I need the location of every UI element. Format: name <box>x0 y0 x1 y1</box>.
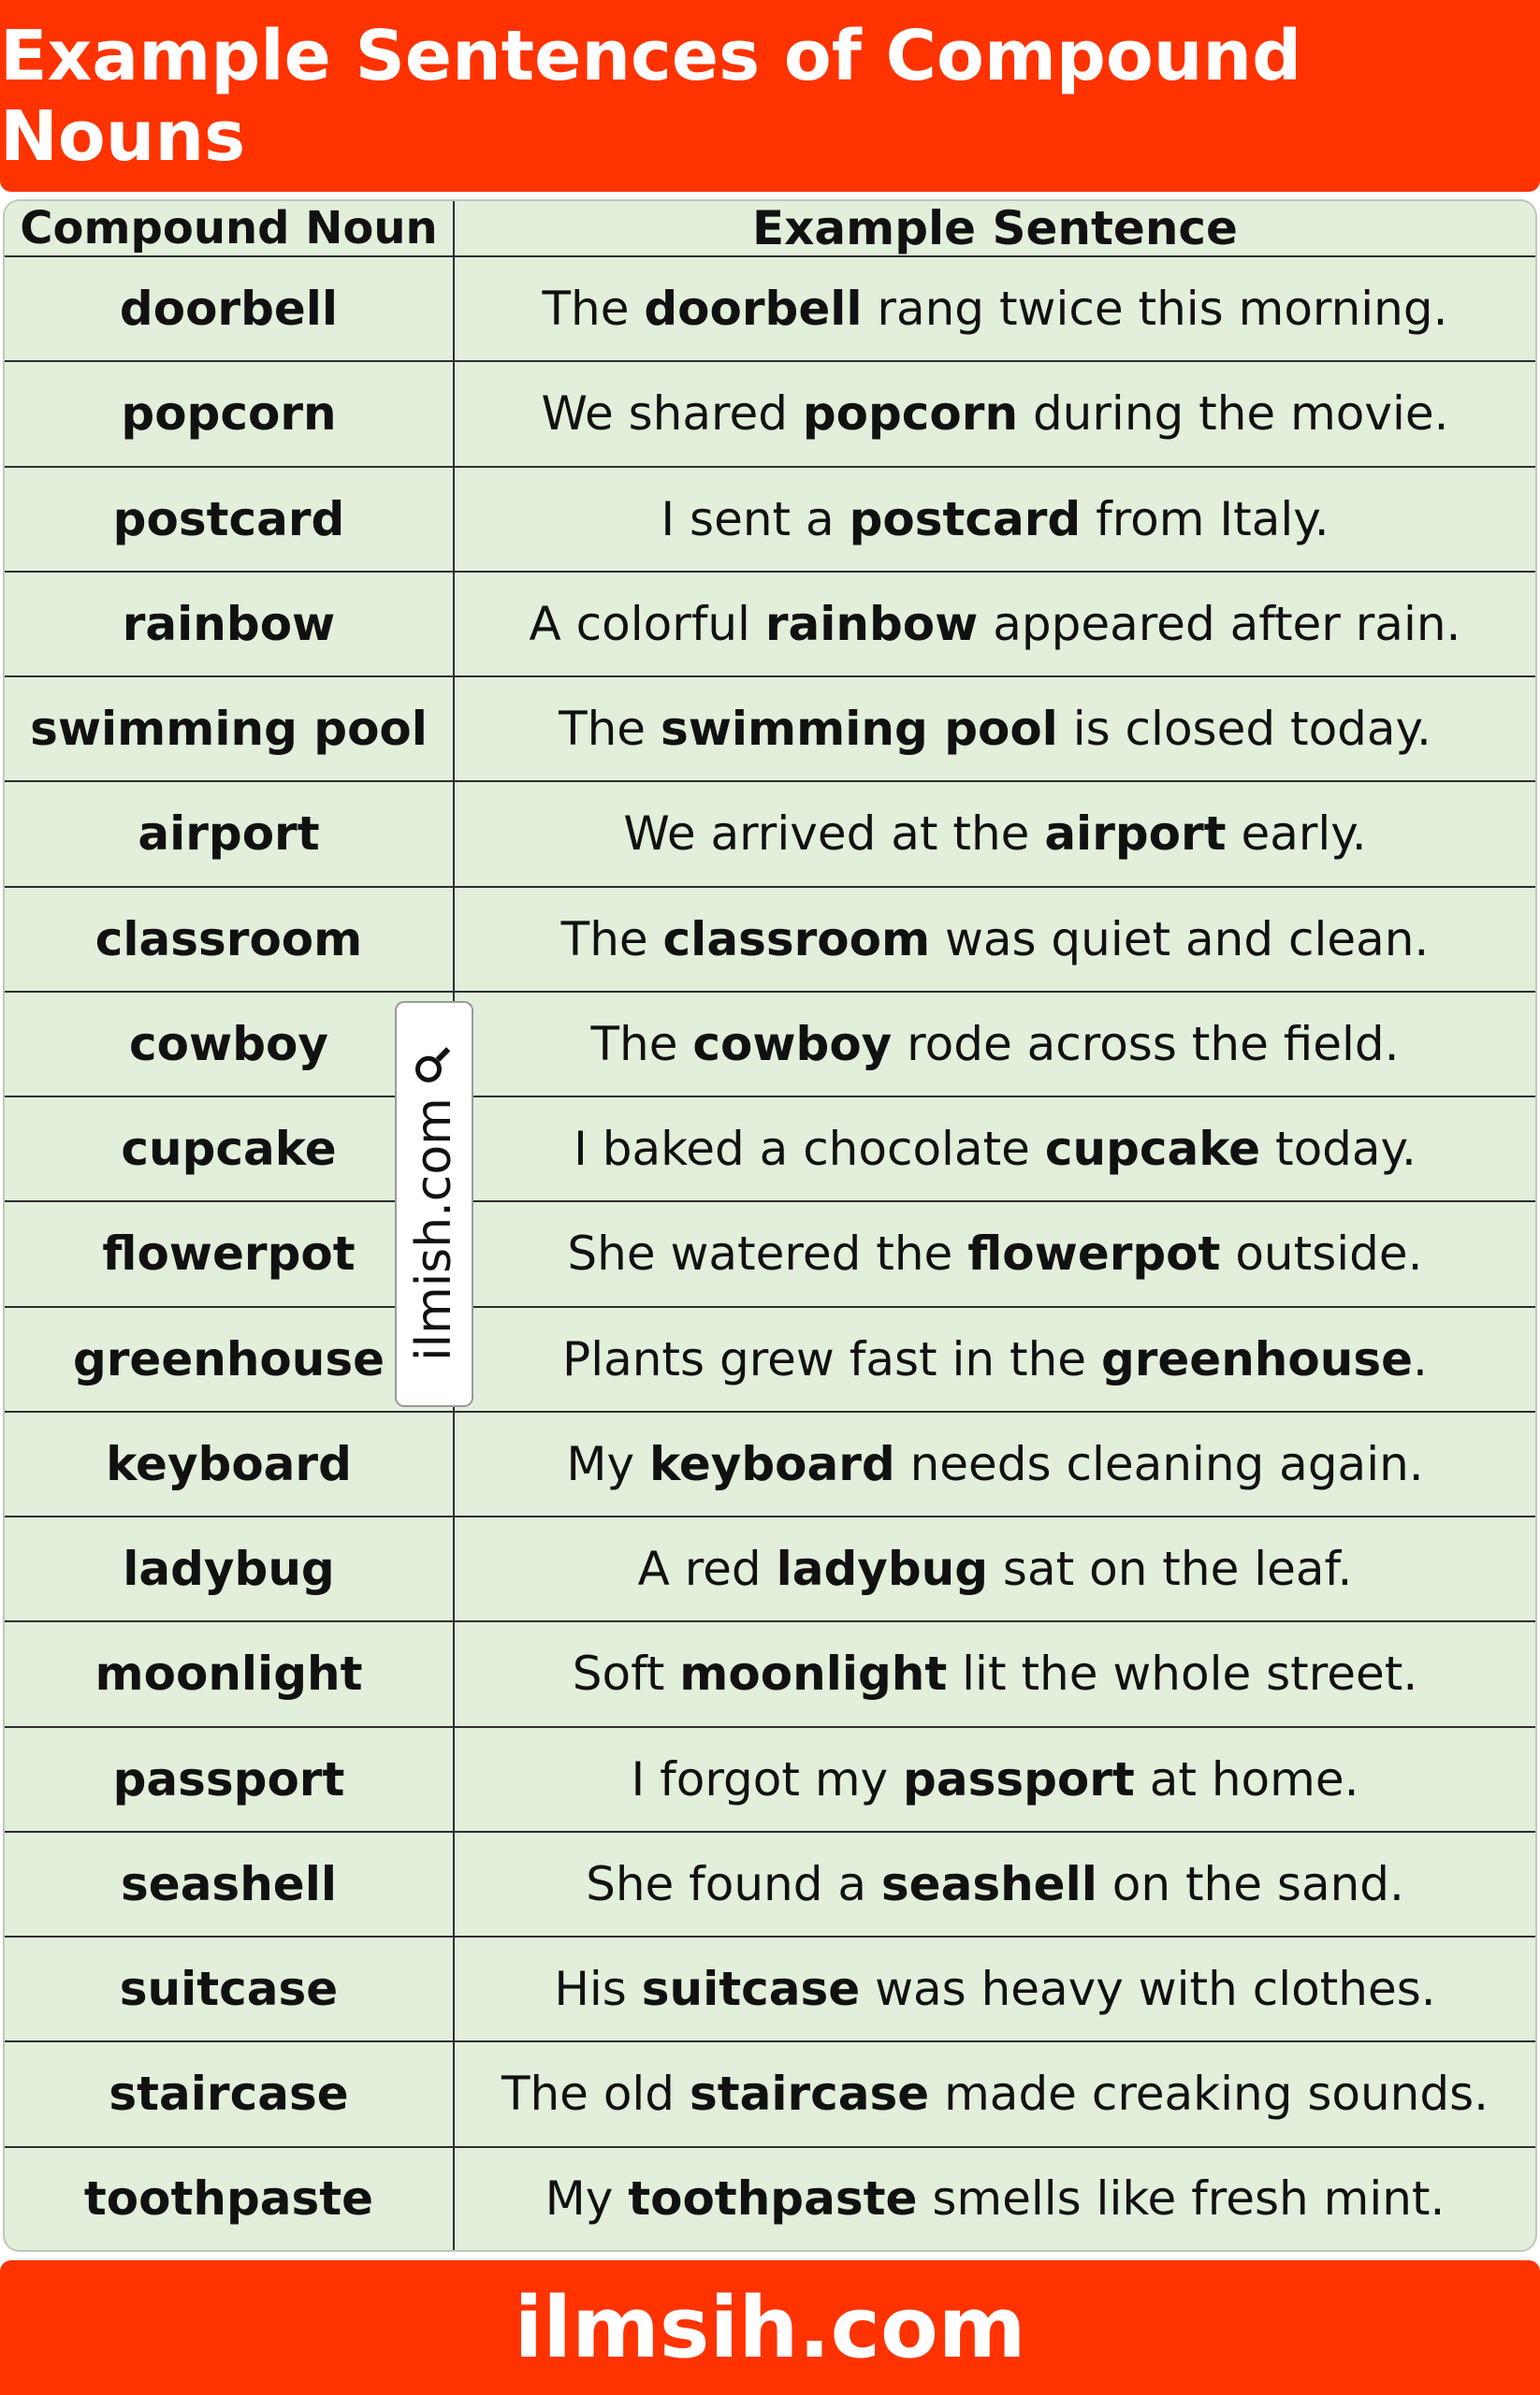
compound-noun-cell: suitcase <box>5 1937 454 2041</box>
sentence-text-before: His <box>554 1962 642 2017</box>
sentence-highlighted-noun: rainbow <box>764 596 979 651</box>
sentence-highlighted-noun: toothpaste <box>628 2171 918 2227</box>
sentence-highlighted-noun: moonlight <box>679 1647 948 1702</box>
sentence-text-before: I baked a chocolate <box>574 1122 1045 1177</box>
compound-nouns-table <box>5 201 1535 2250</box>
table-header-row <box>5 201 1535 256</box>
sentence-text-after: early. <box>1226 806 1367 862</box>
sentence-highlighted-noun: ladybug <box>776 1542 989 1597</box>
sentence-text-after: at home. <box>1134 1751 1359 1807</box>
sentence-text-before: Soft <box>572 1647 680 1702</box>
sentence-text-after: . <box>1413 1331 1428 1386</box>
sentence-highlighted-noun: postcard <box>849 491 1082 546</box>
column-header-example-sentence: Example Sentence <box>454 201 1535 256</box>
example-sentence-cell <box>454 467 1535 572</box>
table-row <box>5 781 1535 886</box>
example-sentence-cell <box>454 1727 1535 1832</box>
sentence-text-after: smells like fresh mint. <box>917 2171 1446 2227</box>
table-row <box>5 1832 1535 1937</box>
table-row <box>5 1307 1535 1412</box>
sentence-text-after: today. <box>1260 1122 1417 1177</box>
sentence-highlighted-noun: swimming pool <box>660 702 1058 757</box>
compound-noun-cell: ladybug <box>5 1517 454 1621</box>
compound-nouns-table-container <box>3 199 1537 2252</box>
table-row <box>5 676 1535 781</box>
example-sentence-cell <box>454 1201 1535 1306</box>
table-row <box>5 572 1535 676</box>
sentence-text-after: is closed today. <box>1057 702 1431 757</box>
example-sentence-cell <box>454 781 1535 886</box>
example-sentence-cell <box>454 1621 1535 1726</box>
table-row <box>5 1201 1535 1306</box>
footer-banner <box>0 2260 1540 2395</box>
table-row <box>5 887 1535 992</box>
table-row <box>5 2147 1535 2251</box>
table-row <box>5 1412 1535 1517</box>
sentence-text-before: A red <box>637 1542 777 1597</box>
search-icon <box>414 1047 455 1084</box>
example-sentence-cell <box>454 676 1535 781</box>
sentence-highlighted-noun: greenhouse <box>1100 1331 1414 1386</box>
sentence-highlighted-noun: cowboy <box>692 1016 893 1071</box>
compound-noun-cell: cupcake <box>5 1096 454 1201</box>
example-sentence-cell <box>454 361 1535 466</box>
sentence-text-after: made creaking sounds. <box>929 2067 1489 2122</box>
compound-noun-cell: moonlight <box>5 1621 454 1726</box>
sentence-highlighted-noun: cupcake <box>1044 1122 1261 1177</box>
sentence-text-before: The <box>559 702 661 757</box>
example-sentence-cell <box>454 572 1535 676</box>
sentence-text-before: We shared <box>541 386 803 442</box>
watermark <box>395 1001 473 1407</box>
example-sentence-cell <box>454 2041 1535 2146</box>
sentence-text-after: was heavy with clothes. <box>860 1962 1436 2017</box>
page-title: Example Sentences of Compound Nouns <box>0 15 1302 177</box>
compound-noun-cell: toothpaste <box>5 2147 454 2251</box>
sentence-text-before: The <box>542 282 645 337</box>
sentence-text-before: The <box>560 911 663 966</box>
example-sentence-cell <box>454 1832 1535 1937</box>
example-sentence-cell <box>454 2147 1535 2251</box>
compound-noun-cell: staircase <box>5 2041 454 2146</box>
table-row <box>5 1727 1535 1832</box>
example-sentence-cell <box>454 1517 1535 1621</box>
table-row <box>5 467 1535 572</box>
sentence-text-before: A colorful <box>529 596 765 651</box>
sentence-text-after: on the sand. <box>1097 1856 1404 1911</box>
sentence-highlighted-noun: classroom <box>662 911 931 966</box>
compound-noun-cell: greenhouse <box>5 1307 454 1412</box>
sentence-text-before: We arrived at the <box>623 806 1045 862</box>
sentence-highlighted-noun: seashell <box>880 1856 1097 1911</box>
compound-noun-cell: keyboard <box>5 1412 454 1517</box>
sentence-highlighted-noun: staircase <box>689 2067 930 2122</box>
compound-noun-cell: passport <box>5 1727 454 1832</box>
compound-noun-cell: swimming pool <box>5 676 454 781</box>
example-sentence-cell <box>454 1307 1535 1412</box>
example-sentence-cell <box>454 1412 1535 1517</box>
sentence-text-after: during the movie. <box>1018 386 1449 442</box>
example-sentence-cell <box>454 256 1535 361</box>
footer-site-name: ilmsih.com <box>514 2278 1026 2377</box>
sentence-text-after: from Italy. <box>1081 491 1329 546</box>
sentence-highlighted-noun: popcorn <box>802 386 1019 442</box>
compound-noun-cell: doorbell <box>5 256 454 361</box>
table-row <box>5 361 1535 466</box>
table-row <box>5 1517 1535 1621</box>
sentence-text-after: sat on the leaf. <box>988 1542 1353 1597</box>
sentence-text-before: My <box>566 1436 649 1491</box>
sentence-highlighted-noun: flowerpot <box>967 1227 1221 1282</box>
table-row <box>5 1621 1535 1726</box>
compound-noun-cell: postcard <box>5 467 454 572</box>
table-row <box>5 992 1535 1096</box>
compound-noun-cell: rainbow <box>5 572 454 676</box>
sentence-text-before: I forgot my <box>631 1751 904 1807</box>
compound-noun-cell: airport <box>5 781 454 886</box>
sentence-text-before: I sent a <box>661 491 850 546</box>
table-row <box>5 256 1535 361</box>
example-sentence-cell <box>454 1937 1535 2041</box>
compound-noun-cell: flowerpot <box>5 1201 454 1306</box>
sentence-text-after: was quiet and clean. <box>930 911 1430 966</box>
column-header-compound-noun: Compound Noun <box>5 201 454 256</box>
sentence-text-before: The <box>590 1016 693 1071</box>
table-row <box>5 2041 1535 2146</box>
sentence-text-after: appeared after rain. <box>978 596 1461 651</box>
sentence-text-after: outside. <box>1220 1227 1423 1282</box>
sentence-text-before: My <box>545 2171 629 2227</box>
sentence-highlighted-noun: passport <box>903 1751 1135 1807</box>
example-sentence-cell <box>454 1096 1535 1201</box>
sentence-text-before: She found a <box>586 1856 881 1911</box>
compound-noun-cell: cowboy <box>5 992 454 1096</box>
sentence-highlighted-noun: suitcase <box>641 1962 861 2017</box>
sentence-text-after: needs cleaning again. <box>894 1436 1424 1491</box>
sentence-highlighted-noun: airport <box>1044 806 1227 862</box>
sentence-highlighted-noun: keyboard <box>648 1436 895 1491</box>
example-sentence-cell <box>454 992 1535 1096</box>
title-banner <box>0 0 1540 192</box>
watermark-text: ilmish.com <box>406 1097 462 1361</box>
table-row <box>5 1096 1535 1201</box>
sentence-text-after: lit the whole street. <box>947 1647 1418 1702</box>
compound-noun-cell: classroom <box>5 887 454 992</box>
sentence-text-before: She watered the <box>567 1227 968 1282</box>
compound-noun-cell: seashell <box>5 1832 454 1937</box>
sentence-highlighted-noun: doorbell <box>644 282 863 337</box>
sentence-text-before: Plants grew fast in the <box>562 1331 1101 1386</box>
compound-noun-cell: popcorn <box>5 361 454 466</box>
table-row <box>5 1937 1535 2041</box>
sentence-text-before: The old <box>501 2067 690 2122</box>
example-sentence-cell <box>454 887 1535 992</box>
sentence-text-after: rode across the field. <box>892 1016 1400 1071</box>
sentence-text-after: rang twice this morning. <box>862 282 1448 337</box>
